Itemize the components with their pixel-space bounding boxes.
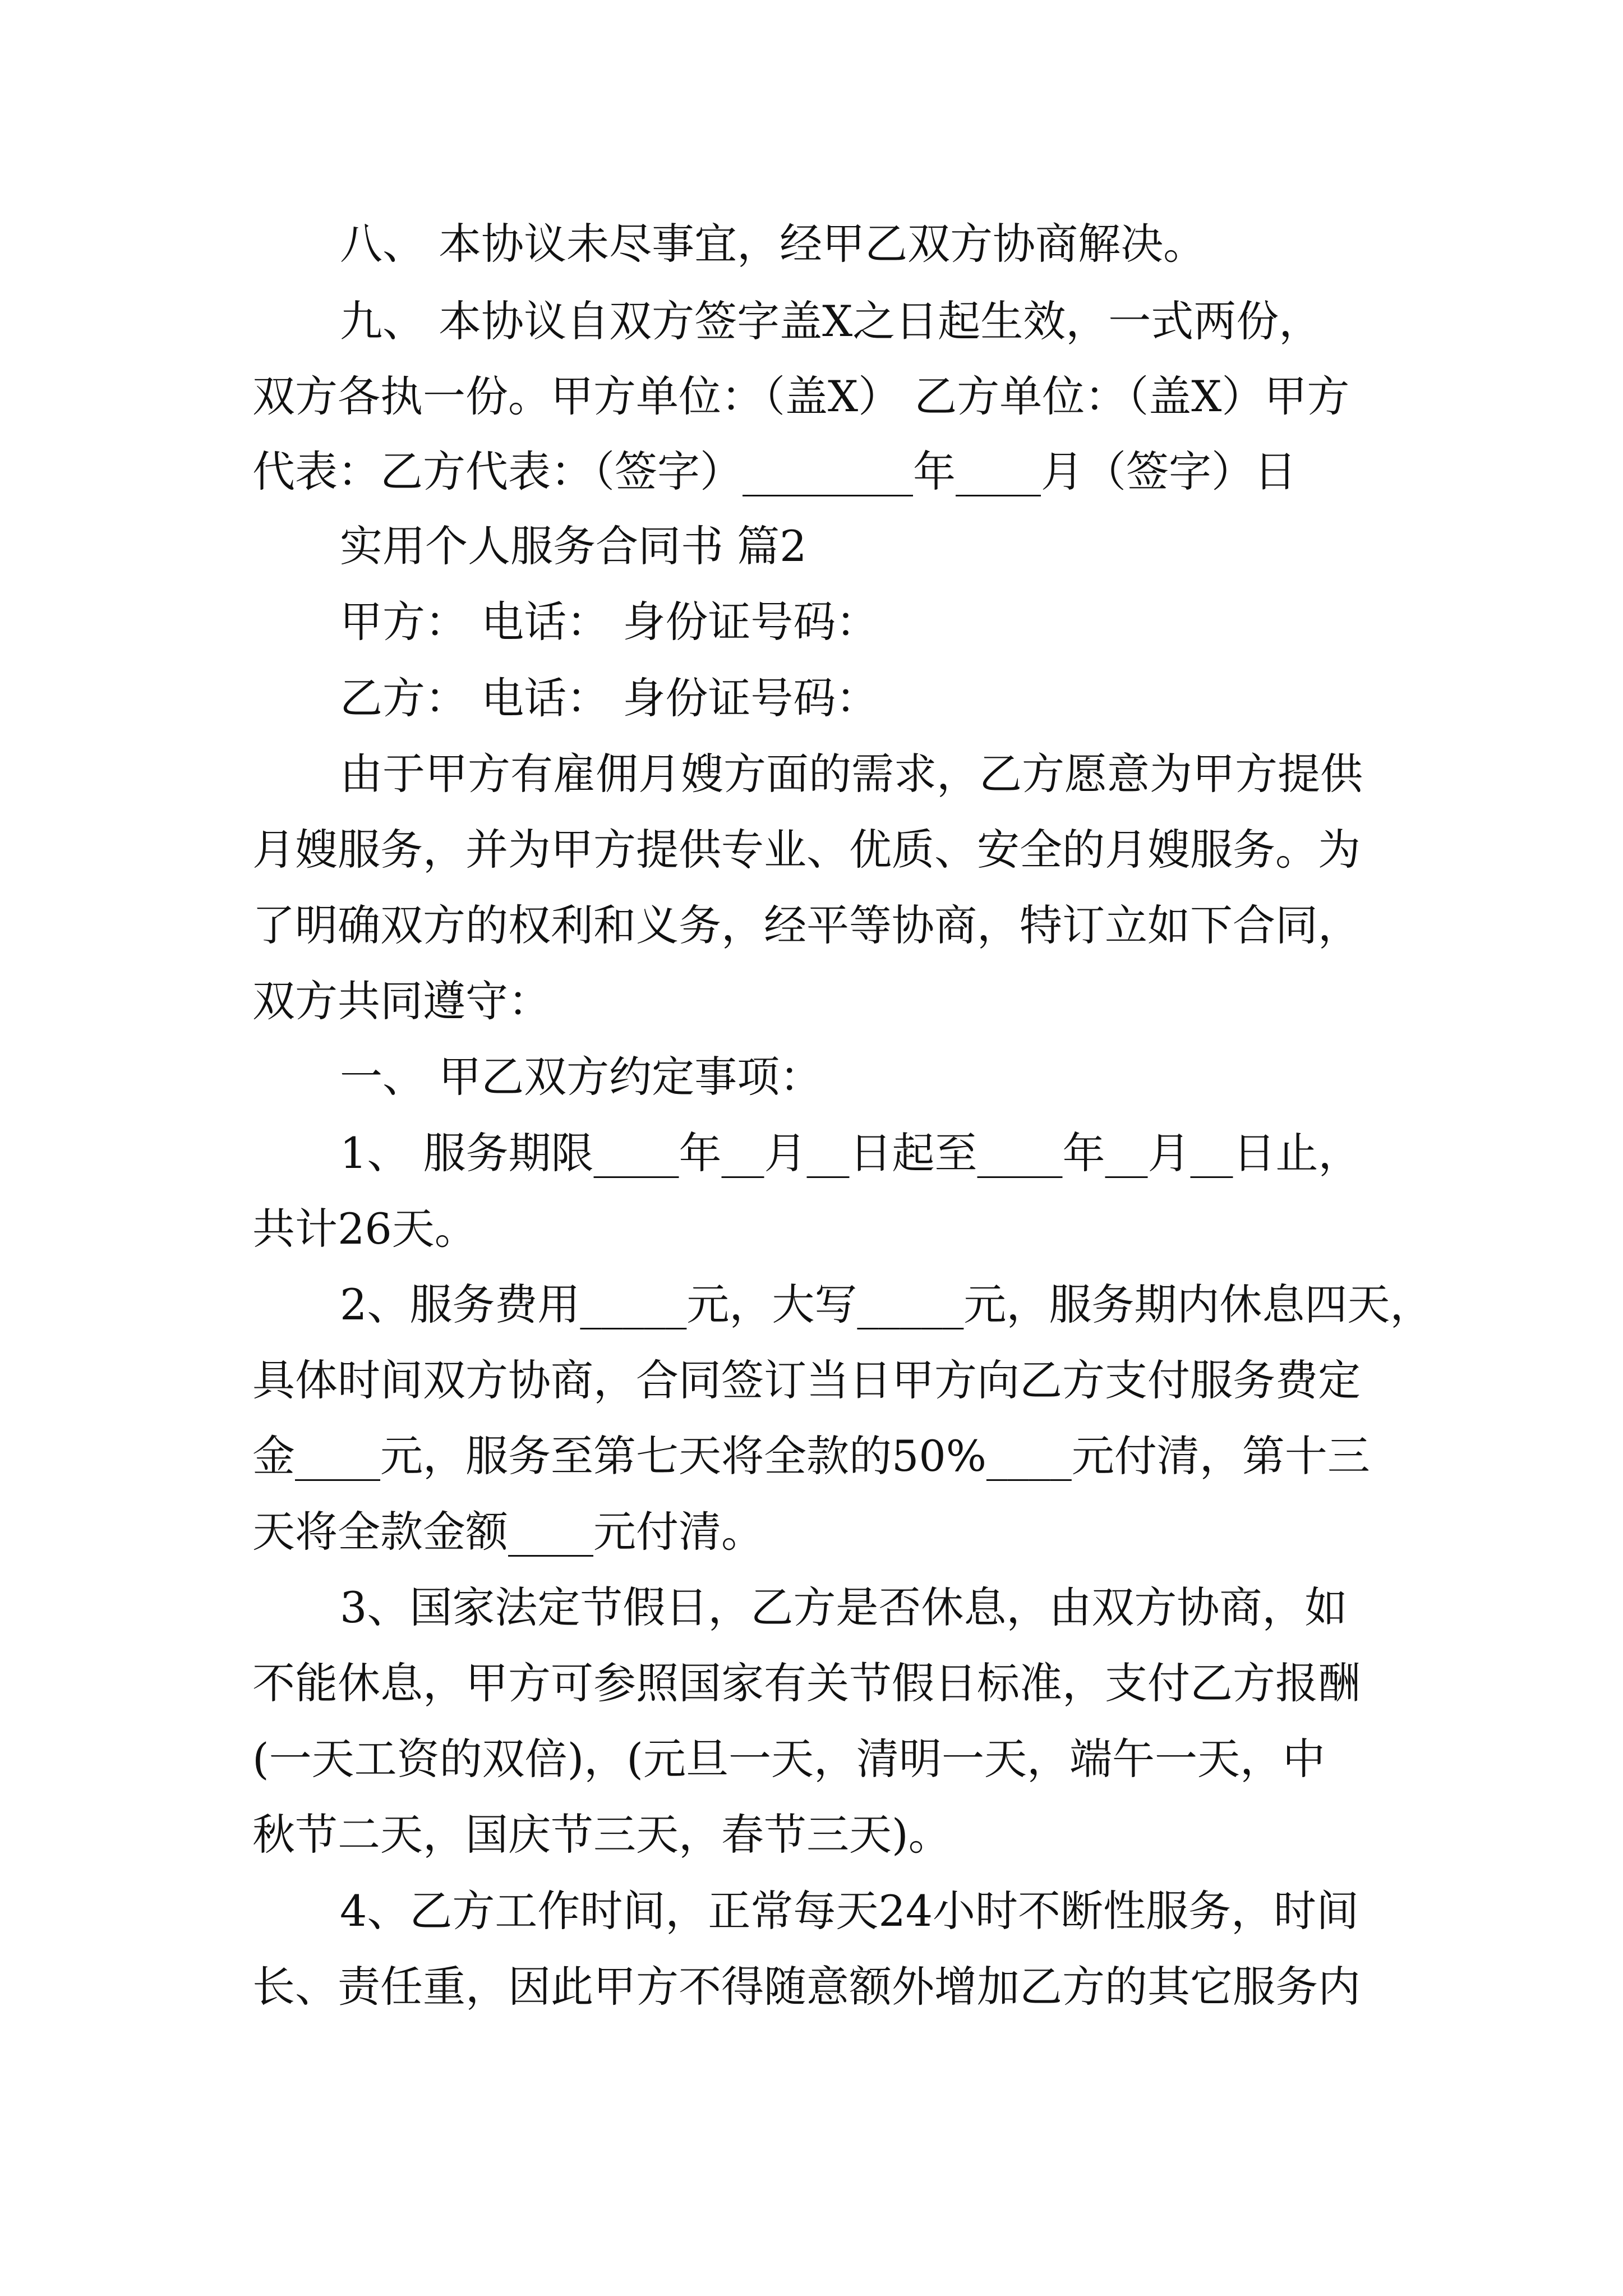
clause-9-line-2: 双方各执一份。甲方单位：（盖X） 乙方单位：（盖X）甲方 xyxy=(252,371,1350,421)
item-2-line-3: 金____元，服务至第七天将全款的50%____元付清，第十三 xyxy=(252,1431,1370,1481)
party-b-line: 乙方： 电话： 身份证号码： xyxy=(340,673,879,723)
item-3-line-4: 秋节二天，国庆节三天，春节三天)。 xyxy=(252,1810,951,1860)
clause-8: 八、 本协议未尽事宜，经甲乙双方协商解决。 xyxy=(340,219,1206,269)
item-4-line-1: 4、乙方工作时间，正常每天24小时不断性服务，时间 xyxy=(340,1886,1359,1936)
clause-9-line-1: 九、 本协议自双方签字盖X之日起生效，一式两份， xyxy=(340,296,1322,346)
item-1-line-2: 共计26天。 xyxy=(252,1204,477,1254)
preamble-line-2: 月嫂服务，并为甲方提供专业、优质、安全的月嫂服务。为 xyxy=(252,825,1361,875)
item-4-line-2: 长、责任重，因此甲方不得随意额外增加乙方的其它服务内 xyxy=(252,1962,1361,2012)
item-2-line-1: 2、服务费用_____元，大写_____元，服务期内休息四天， xyxy=(340,1280,1433,1329)
item-3-line-2: 不能休息，甲方可参照国家有关节假日标准，支付乙方报酬 xyxy=(252,1658,1361,1708)
heading-one: 一、 甲乙双方约定事项： xyxy=(340,1052,823,1102)
party-a-line: 甲方： 电话： 身份证号码： xyxy=(340,597,879,647)
signature-line: 代表：乙方代表：（签字）________年____月（签字）日 xyxy=(252,447,1297,496)
item-1-line-1: 1、 服务期限____年__月__日起至____年__月__日止， xyxy=(340,1128,1361,1178)
item-2-line-4: 天将全款金额____元付清。 xyxy=(252,1507,764,1557)
preamble-line-3: 了明确双方的权利和义务，经平等协商，特订立如下合同， xyxy=(252,900,1361,950)
preamble-line-1: 由于甲方有雇佣月嫂方面的需求，乙方愿意为甲方提供 xyxy=(340,749,1363,799)
preamble-line-4: 双方共同遵守： xyxy=(252,976,551,1026)
section-title: 实用个人服务合同书 篇2 xyxy=(340,521,807,571)
item-2-line-2: 具体时间双方协商，合同签订当日甲方向乙方支付服务费定 xyxy=(252,1355,1361,1405)
item-3-line-3: (一天工资的双倍)，(元旦一天，清明一天，端午一天，中 xyxy=(252,1734,1325,1784)
item-3-line-1: 3、国家法定节假日，乙方是否休息，由双方协商，如 xyxy=(340,1582,1348,1632)
